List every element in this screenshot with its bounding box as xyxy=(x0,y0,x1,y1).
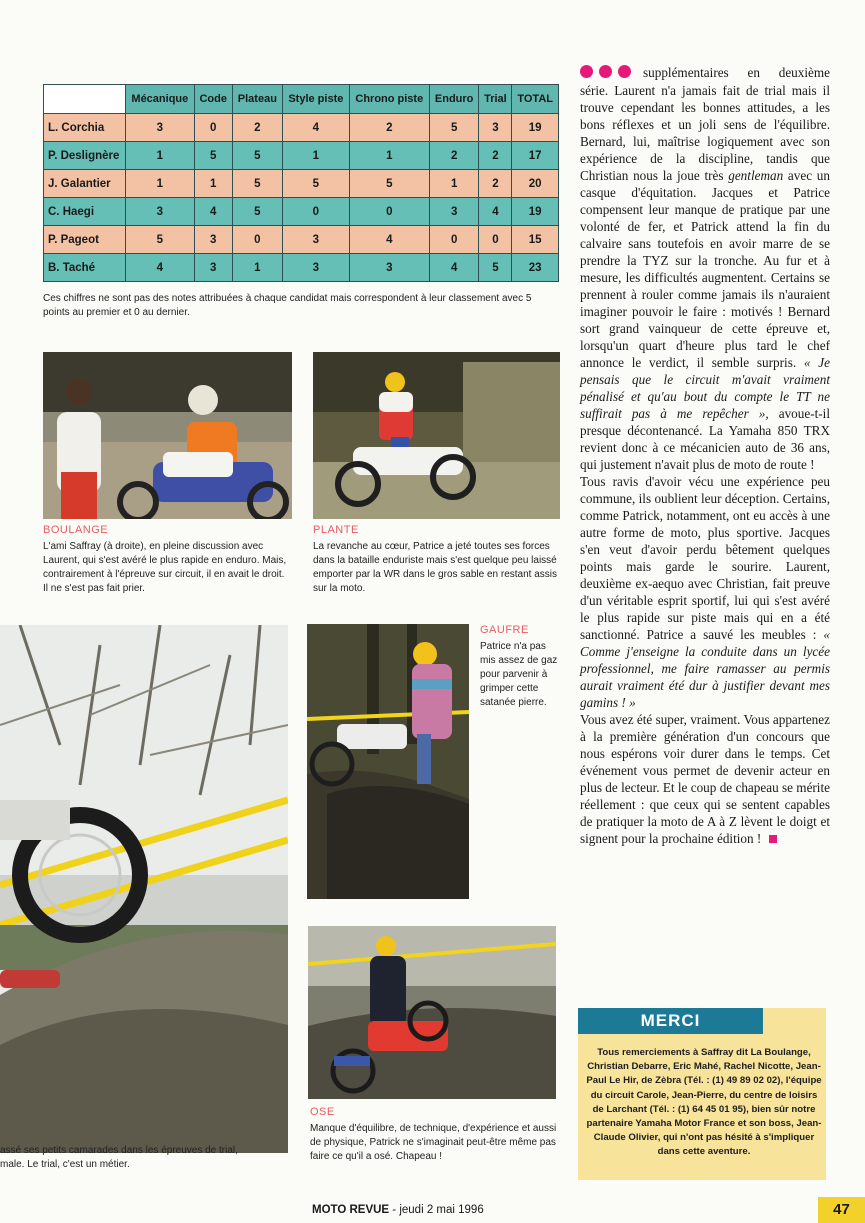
caption-gaufre-text: Patrice n'a pas mis assez de gaz pour parvenir à grimper cette satanée pierre. xyxy=(480,641,558,708)
table-row xyxy=(44,226,559,254)
cell: 1 xyxy=(429,170,479,198)
photo-ose xyxy=(308,926,556,1099)
page-number: 47 xyxy=(818,1197,865,1223)
cell: 0 xyxy=(429,226,479,254)
photo-trial-jump-image xyxy=(0,625,288,1153)
article-p1-tail: avoue-t-il presque décontenancé. La Yamaha 850 TRX revient donc à ce mécanicien auto de 36 ans, qui justement n'avait plus de moto de route ! xyxy=(580,406,831,473)
table-header-row xyxy=(44,85,559,114)
article-paragraph-1 xyxy=(580,64,830,473)
table-row xyxy=(44,170,559,198)
caption-boulange-text: L'ami Saffray (à droite), en pleine discussion avec Laurent, qui s'est avéré le plus rapide en enduro. Mais, contrairement à l'épreuve sur circuit, il en avait le droit. Il ne s'est pas fait prier. xyxy=(43,541,287,594)
photo-ose-image xyxy=(308,926,556,1099)
cell-total: 15 xyxy=(512,226,559,254)
caption-gaufre-title: GAUFRE xyxy=(480,624,529,636)
row-name: L. Corchia xyxy=(44,114,126,142)
cell: 3 xyxy=(429,198,479,226)
table-row xyxy=(44,114,559,142)
cell: 5 xyxy=(194,142,232,170)
cell: 0 xyxy=(194,114,232,142)
table-row xyxy=(44,254,559,282)
caption-ose-text: Manque d'équilibre, de technique, d'expérience et aussi de physique, Patrick ne s'imaginait peut-être même pas faire ce qu'il a osé. Chapeau ! xyxy=(310,1123,557,1162)
cell: 3 xyxy=(349,254,429,282)
row-name: B. Taché xyxy=(44,254,126,282)
cell: 3 xyxy=(126,114,195,142)
cell: 4 xyxy=(429,254,479,282)
cell: 3 xyxy=(479,114,512,142)
cell: 2 xyxy=(232,114,282,142)
cell: 3 xyxy=(282,226,349,254)
end-square-icon xyxy=(769,835,777,843)
table-header-plateau: Plateau xyxy=(232,85,282,114)
table-header-chrono-piste: Chrono piste xyxy=(349,85,429,114)
cell: 4 xyxy=(194,198,232,226)
table-header-blank xyxy=(44,85,126,114)
cell: 4 xyxy=(126,254,195,282)
cell: 5 xyxy=(126,226,195,254)
cell: 1 xyxy=(282,142,349,170)
photo-plante-image xyxy=(313,352,560,519)
cell-total: 17 xyxy=(512,142,559,170)
caption-ose-title: OSE xyxy=(310,1106,335,1118)
cell: 3 xyxy=(194,226,232,254)
cell: 2 xyxy=(429,142,479,170)
article-paragraph-2 xyxy=(580,473,830,711)
article-paragraph-3 xyxy=(580,711,830,847)
cell: 5 xyxy=(232,170,282,198)
cell: 5 xyxy=(349,170,429,198)
photo-gaufre-image xyxy=(307,624,469,899)
table-caption: Ces chiffres ne sont pas des notes attribuées à chaque candidat mais correspondent à leur classement avec 5 points au premier et 0 au dernier. xyxy=(43,293,532,318)
article-p1-end: avec un casque d'équitation. Jacques et Patrice compensent leur manque de pratique par une volonté de fer, et Patrick attend la fin du calvaire sans toutefois en avoir marre de se prendre la TYZ sur la tronche. Au fur et à mesure, les difficultés augmentent. Certains se prennent à rouler comme jamais ils n'auraient imaginer pouvoir le faire : motivés ! Bernard sort grand vainqueur de cette épreuve et, lorsqu'un quart d'heure plus tard le chef annonce le verdict, il semble surpris. xyxy=(580,168,830,371)
row-name: P. Pageot xyxy=(44,226,126,254)
table-header-trial: Trial xyxy=(479,85,512,114)
caption-plante-title: PLANTE xyxy=(313,524,359,536)
row-name: C. Haegi xyxy=(44,198,126,226)
cell: 1 xyxy=(232,254,282,282)
cell-total: 19 xyxy=(512,114,559,142)
article-p2-quote: « Comme j'enseigne la conduite dans un lycée professionnel, me faire ramasser au permis aurait vraiment été dur à justifier devant mes gamins ! » xyxy=(580,627,830,711)
caption-plante-text: La revanche au cœur, Patrice a jeté toutes ses forces dans la bataille enduriste mais s'est quelque peu laissé emporter par la WR dans le gros sable en restant assis sur la moto. xyxy=(313,541,557,594)
table-row xyxy=(44,142,559,170)
cell: 3 xyxy=(194,254,232,282)
cell: 5 xyxy=(479,254,512,282)
photo-boulange xyxy=(43,352,292,519)
article-p1-quote: « Je pensais que le circuit m'avait vraiment pénalisé et qu'au bout du compte le TT ne suffirait pas à me repêcher », xyxy=(580,355,830,422)
photo-trial-jump xyxy=(0,625,288,1153)
cell: 4 xyxy=(349,226,429,254)
cell: 2 xyxy=(479,142,512,170)
cell: 5 xyxy=(429,114,479,142)
cell: 5 xyxy=(232,198,282,226)
table-header-style-piste: Style piste xyxy=(282,85,349,114)
article-p1-em: gentleman xyxy=(728,168,784,184)
footer-date: - jeudi 2 mai 1996 xyxy=(389,1204,484,1216)
row-name: J. Galantier xyxy=(44,170,126,198)
cell: 5 xyxy=(282,170,349,198)
footer-line xyxy=(312,1204,484,1216)
cell-total: 23 xyxy=(512,254,559,282)
cell: 4 xyxy=(282,114,349,142)
article-p1-start: supplémentaires en deuxième série. Laurent n'a jamais fait de trial mais il trouve cependant les bonnes attitudes, a les bons réflexes et un joli sens de l'équilibre. Bernard, lui, maîtrise logiquement avec son expérience de la discipline, tandis que Christian nous la joue très xyxy=(580,65,830,184)
merci-title: MERCI xyxy=(578,1008,763,1034)
bullet-dots-icon xyxy=(580,65,637,82)
cell: 1 xyxy=(194,170,232,198)
photo-boulange-image xyxy=(43,352,292,519)
cell: 4 xyxy=(479,198,512,226)
row-name: P. Deslignère xyxy=(44,142,126,170)
cell: 2 xyxy=(479,170,512,198)
table-header-code: Code xyxy=(194,85,232,114)
cell: 0 xyxy=(282,198,349,226)
table-header-total: TOTAL xyxy=(512,85,559,114)
table-row xyxy=(44,198,559,226)
cell: 5 xyxy=(232,142,282,170)
caption-left-partial-1: assé ses petits camarades dans les épreuves de trial, xyxy=(0,1145,238,1156)
cell-total: 20 xyxy=(512,170,559,198)
article-p3: Vous avez été super, vraiment. Vous appartenez à la première génération d'un concours que nous espérons voir durer dans le temps. Cet événement vous permet de devenir acteur en plus de lecteur. Et le coup de chapeau se mérite réellement : que ceux qui se sentent capables de pratiquer la moto de A à Z lèvent le doigt et signent pour la prochaine édition ! xyxy=(580,712,830,847)
caption-left-partial-2: male. Le trial, c'est un métier. xyxy=(0,1159,130,1170)
cell: 1 xyxy=(349,142,429,170)
cell: 3 xyxy=(126,198,195,226)
score-table xyxy=(43,84,559,282)
cell: 1 xyxy=(126,170,195,198)
table-header-enduro: Enduro xyxy=(429,85,479,114)
cell: 0 xyxy=(479,226,512,254)
cell: 3 xyxy=(282,254,349,282)
cell-total: 19 xyxy=(512,198,559,226)
cell: 0 xyxy=(349,198,429,226)
footer-magazine: MOTO REVUE xyxy=(312,1204,390,1216)
photo-gaufre xyxy=(307,624,469,899)
photo-plante xyxy=(313,352,560,519)
article-column xyxy=(580,64,830,847)
article-p2-start: Tous ravis d'avoir vécu une expérience peu commune, ils oublient leur déception. Certains, comme Patrick, notamment, ont eu accès à une autre forme de moto, plus sportive. Jacques s'en veut d'avoir perdu bêtement quelques points mais garde le sourire. Laurent, deuxième ex-aequo avec Christian, fait preuve d'un véritable esprit sportif, lui qui s'est avéré le plus rapide sur piste mais qui en a été sanctionné. Patrice a sauvé les meubles : xyxy=(580,474,830,643)
cell: 1 xyxy=(126,142,195,170)
table-header-mecanique: Mécanique xyxy=(126,85,195,114)
cell: 2 xyxy=(349,114,429,142)
merci-text: Tous remerciements à Saffray dit La Boulange, Christian Debarre, Eric Mahé, Rachel Nicotte, Jean-Paul Le Hir, de Zèbra (Tél. : (1) 49 89 02 02), l'équipe du circuit Carole, Jean-Pierre, du centre de loisirs de Larchant (Tél. : (1) 64 45 01 95), bien sûr notre partenaire Yamaha Motor France et son boss, Jean-Claude Olivier, qui n'ont pas hésité à s'impliquer dans cette aventure. xyxy=(586,1047,822,1158)
cell: 0 xyxy=(232,226,282,254)
caption-boulange-title: BOULANGE xyxy=(43,524,109,536)
